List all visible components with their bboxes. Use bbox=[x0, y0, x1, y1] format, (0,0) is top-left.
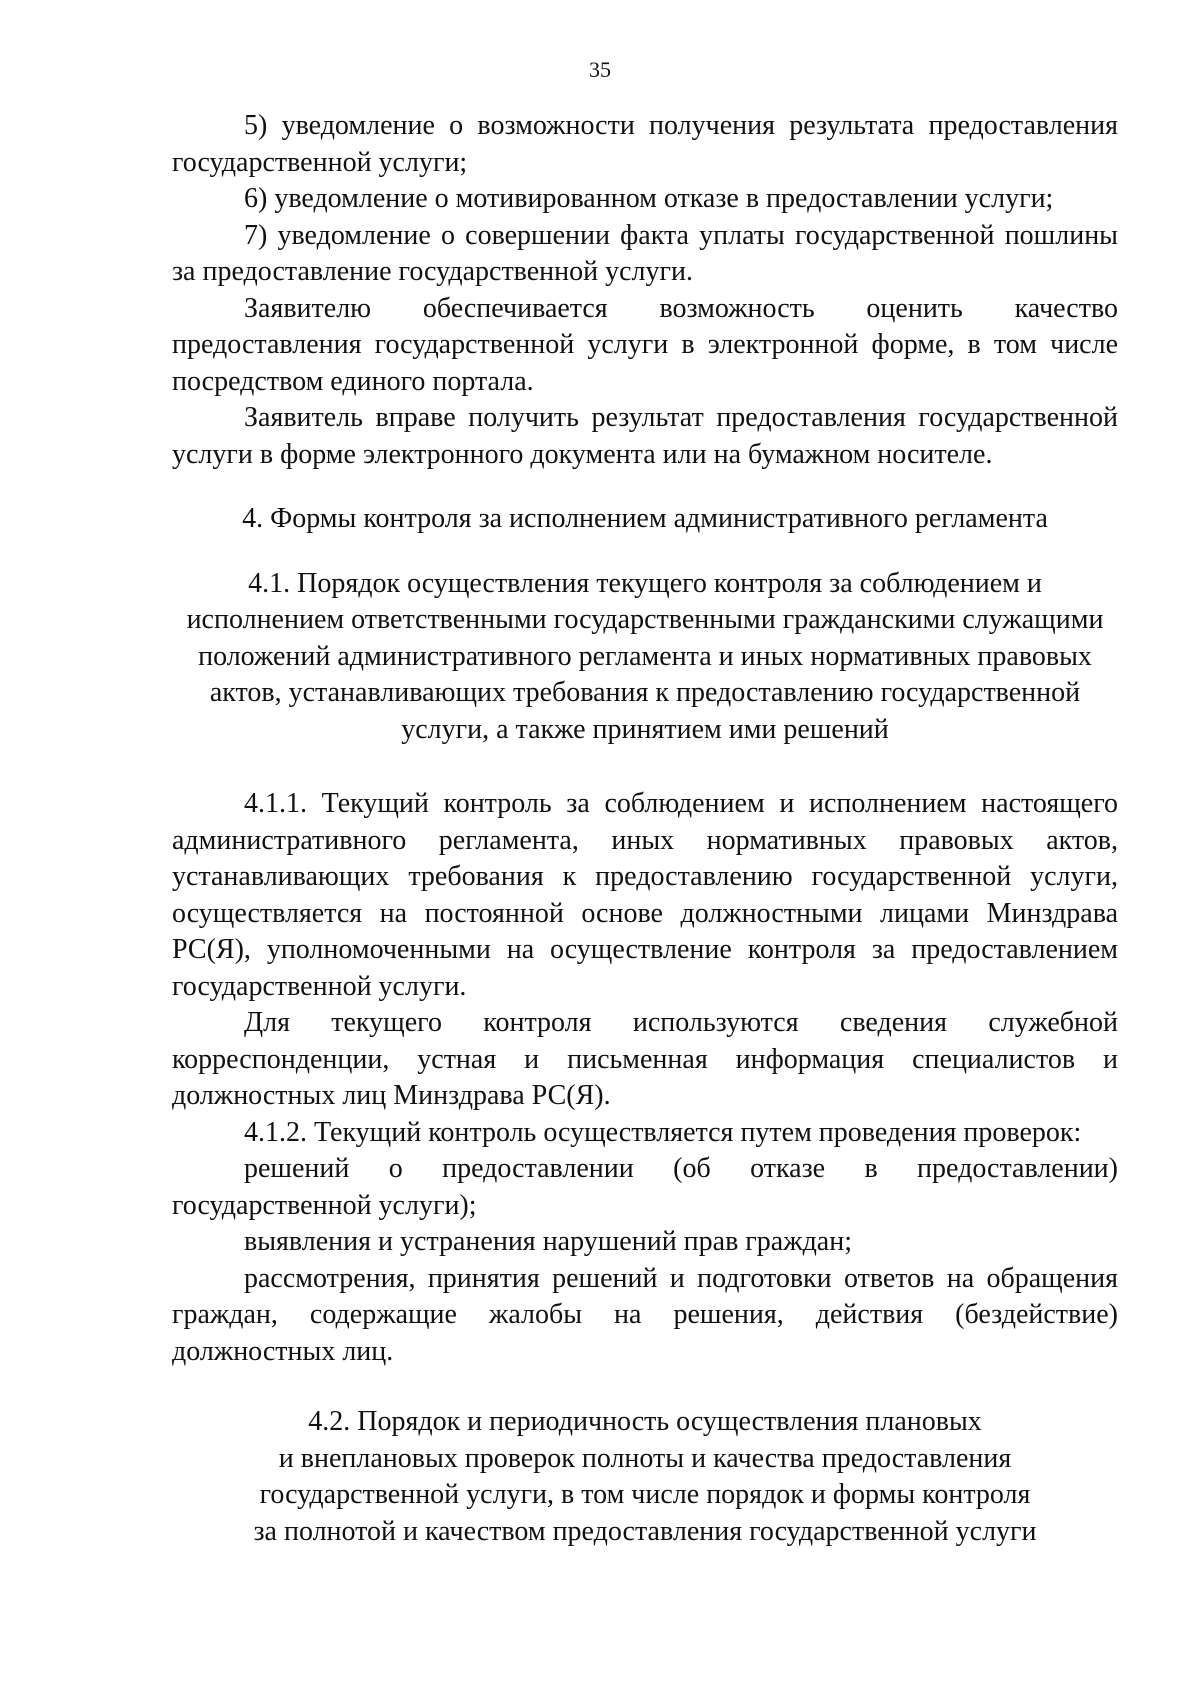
heading-line: 4.1. Порядок осуществления текущего контроля за соблюдением и bbox=[248, 567, 1042, 599]
subsection-heading-4-1 bbox=[172, 566, 1118, 749]
heading-line: государственной услуги, в том числе порядок и формы контроля bbox=[259, 1479, 1031, 1510]
paragraph-item-7: 7) уведомление о совершении факта уплаты государственной пошлины за предоставление государственной услуги. bbox=[172, 219, 1118, 287]
heading-line: положений административного регламента и иных нормативных правовых bbox=[198, 640, 1092, 672]
paragraph-check-violations: выявления и устранения нарушений прав граждан; bbox=[244, 1226, 853, 1257]
paragraph-result-form: Заявитель вправе получить результат предоставления государственной услуги в форме электронного документа или на бумажном носителе. bbox=[172, 402, 1118, 470]
heading-line: 4.2. Порядок и периодичность осуществления плановых bbox=[308, 1406, 982, 1437]
heading-line: исполнением ответственными государственными гражданскими служащими bbox=[186, 604, 1104, 635]
heading-line: и внеплановых проверок полноты и качества предоставления bbox=[278, 1442, 1012, 1474]
paragraph-item-6: 6) уведомление о мотивированном отказе в предоставлении услуги; bbox=[244, 183, 1054, 214]
heading-line: услуги, а также принятием ими решений bbox=[401, 713, 889, 745]
paragraph-check-decisions: решений о предоставлении (об отказе в предоставлении) государственной услуги); bbox=[172, 1153, 1118, 1221]
paragraph-control-sources: Для текущего контроля используются сведения служебной корреспонденции, устная и письменная информация специалистов и должностных лиц Минздрава РС(Я). bbox=[172, 1007, 1118, 1111]
paragraph-quality-assessment: Заявителю обеспечивается возможность оценить качество предоставления государственной услуги в электронной форме, в том числе посредством единого портала. bbox=[172, 292, 1118, 397]
paragraph-4-1-2: 4.1.2. Текущий контроль осуществляется путем проведения проверок: bbox=[244, 1116, 1082, 1148]
subsection-heading-4-2 bbox=[172, 1404, 1118, 1550]
paragraph-item-5: 5) уведомление о возможности получения результата предоставления государственной услуги; bbox=[172, 110, 1118, 178]
page-number: 35 bbox=[589, 57, 611, 82]
document-body bbox=[172, 108, 1118, 1550]
heading-line: за полнотой и качеством предоставления государственной услуги bbox=[253, 1515, 1037, 1547]
heading-line: актов, устанавливающих требования к предоставлению государственной bbox=[209, 677, 1081, 708]
section-heading: 4. Формы контроля за исполнением административного регламента bbox=[242, 503, 1048, 534]
paragraph-check-appeals: рассмотрения, принятия решений и подготовки ответов на обращения граждан, содержащие жалобы на решения, действия (бездействие) должностных лиц. bbox=[172, 1262, 1118, 1367]
paragraph-4-1-1: 4.1.1. Текущий контроль за соблюдением и исполнением настоящего административного регламента, иных нормативных правовых актов, устанавливающих требования к предоставлению государственной услуги, осуществляется на постоянной основе должностными лицами Минздрава РС(Я), уполномоченными на осуществление контроля за предоставлением государственной услуги. bbox=[172, 788, 1118, 1002]
